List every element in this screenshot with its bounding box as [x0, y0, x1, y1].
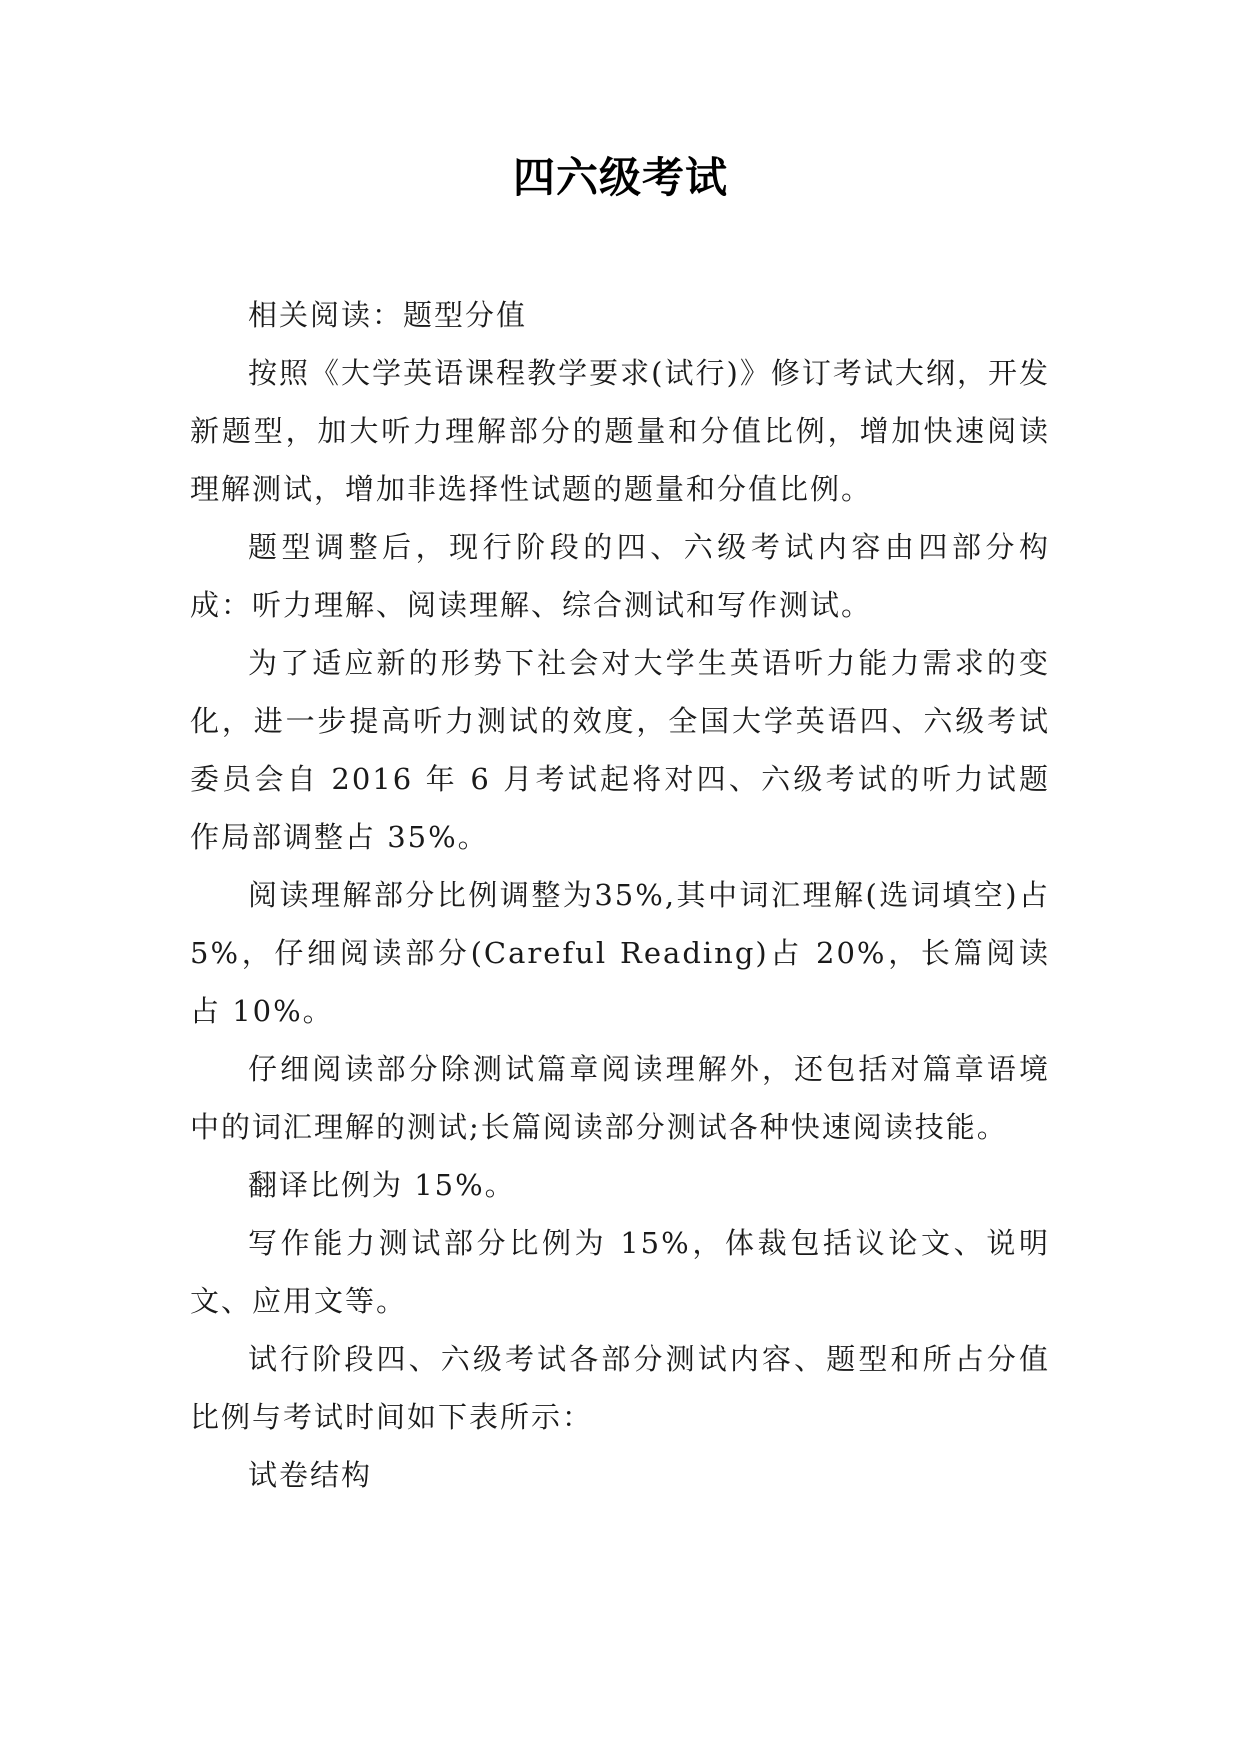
paragraph-translation: 翻译比例为 15%。: [248, 1168, 516, 1202]
paragraph-reading-ratio: 阅读理解部分比例调整为35%,其中词汇理解(选词填空)占 5%，仔细阅读部分(Careful Reading)占 20%，长篇阅读占 10%。: [190, 878, 1050, 1028]
paragraph-writing: 写作能力测试部分比例为 15%，体裁包括议论文、说明文、应用文等。: [190, 1226, 1050, 1318]
paragraph-listening: 为了适应新的形势下社会对大学生英语听力能力需求的变化，进一步提高听力测试的效度，全国大学英语四、六级考试委员会自 2016 年 6 月考试起将对四、六级考试的听力试题作局部调整占 35%。: [190, 646, 1050, 854]
paragraph-careful-reading: 仔细阅读部分除测试篇章阅读理解外，还包括对篇章语境中的词汇理解的测试;长篇阅读部分测试各种快速阅读技能。: [190, 1052, 1050, 1144]
paragraph-syllabus: 按照《大学英语课程教学要求(试行)》修订考试大纲，开发新题型，加大听力理解部分的题量和分值比例，增加快速阅读理解测试，增加非选择性试题的题量和分值比例。: [190, 356, 1050, 506]
paragraph-structure: 题型调整后，现行阶段的四、六级考试内容由四部分构成：听力理解、阅读理解、综合测试和写作测试。: [190, 530, 1050, 622]
paragraph-related-reading: 相关阅读：题型分值: [248, 298, 528, 332]
document-body: [190, 286, 1050, 1504]
paragraph-paper-structure: 试卷结构: [248, 1458, 373, 1492]
paragraph-table-intro: 试行阶段四、六级考试各部分测试内容、题型和所占分值比例与考试时间如下表所示：: [190, 1342, 1050, 1434]
document-title: 四六级考试: [512, 153, 728, 202]
